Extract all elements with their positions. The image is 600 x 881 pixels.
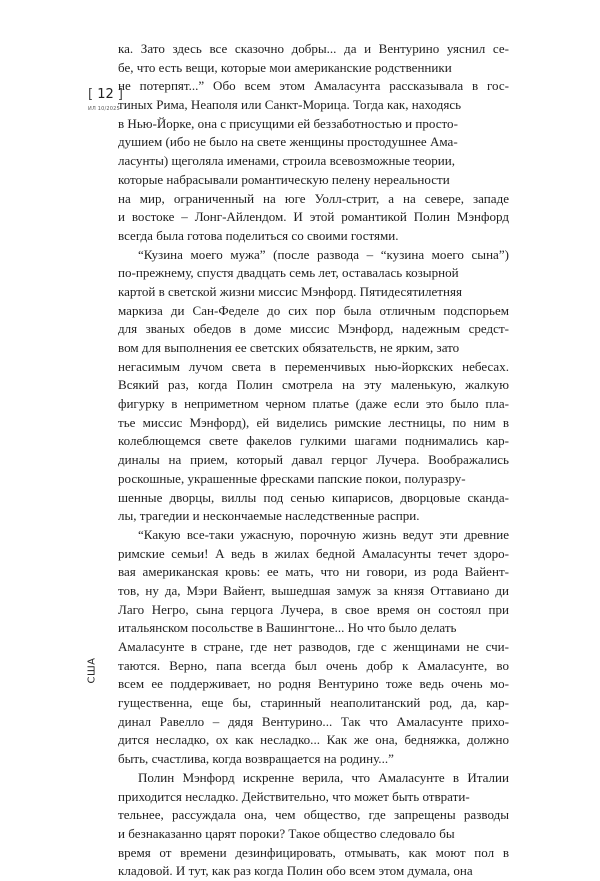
text-line: гущественна, еще бы, старинный неаполитанский род, да, кар- <box>118 695 509 711</box>
text-line: которые набрасывали романтическую пелену нереальности <box>118 171 450 187</box>
text-line: лы, трагедии и нескончаемые наследственные распри. <box>118 508 420 524</box>
text-line: не потерпят...” Обо всем этом Амаласунта рассказывала в гос- <box>118 78 509 94</box>
text-line: вая американская кровь: ее мать, что ни говори, из рода Вайент- <box>118 564 509 580</box>
text-line: всем ее поддерживает, но родня Вентурино тоже ведь очень мо- <box>118 676 509 692</box>
text-line: диналы на прием, который давал герцог Лучера. Воображались <box>118 452 509 468</box>
text-line: тельнее, рассуждала она, чем общество, где запрещены разводы <box>118 807 509 823</box>
text-line: бе, что есть вещи, которые мои американские родственники <box>118 59 452 75</box>
text-line: Всякий раз, когда Полин смотрела на эту маленькую, жалкую <box>118 377 509 393</box>
text-line: всегда была готова поделиться со своими гостями. <box>118 227 399 243</box>
section-label-text: США <box>86 656 98 684</box>
text-line: тов, ну да, Мэри Вайент, вышедшая замуж за князя Оттавиано ди <box>118 582 509 598</box>
text-line: душием (ибо не было на свете женщины простодушнее Ама- <box>118 134 458 150</box>
text-line: и востоке – Лонг-Айлендом. И этой романтикой Полин Мэнфорд <box>118 209 509 225</box>
text-line: для званых обедов в доме миссис Мэнфорд, надежным средст- <box>118 321 509 337</box>
text-line: тиных Рима, Неаполя или Санкт-Морица. Тогда как, находясь <box>118 97 462 113</box>
text-line: дится несладко, ох как несладко... Как же она, бедняжка, должно <box>118 732 509 748</box>
text-line: роскошные, украшенные фресками папские покои, полуразру- <box>118 470 466 486</box>
text-line: ка. Зато здесь все сказочно добры... да и Вентурино уяснил се- <box>118 41 509 56</box>
text-line: по-прежнему, спустя двадцать семь лет, оставалась козырной <box>118 265 459 281</box>
text-line: на мир, ограниченный на юге Уолл-стрит, а на севере, западе <box>118 190 509 206</box>
page-number-value: 12 <box>97 87 114 102</box>
text-line: приходится несладко. Действительно, что может быть отврати- <box>118 788 470 804</box>
section-label <box>80 650 104 690</box>
article-text <box>118 40 510 879</box>
text-line: тье миссис Мэнфорд), ей виделись римские лестницы, по ним в <box>118 414 509 430</box>
text-line: и безнаказанно царят пороки? Такое общество следовало бы <box>118 825 455 841</box>
text-line: итальянском посольстве в Вашингтоне... Но что было делать <box>118 620 457 636</box>
text-line: время от времени дезинфицировать, отмывать, как моют пол в <box>118 844 509 860</box>
text-line: негасимым лучом света в переменчивых нью-йоркских небесах. <box>118 358 509 374</box>
text-line: вом для выполнения ее светских обязательств, не ярким, зато <box>118 340 460 355</box>
text-line: маркиза ди Сан-Феделе до сих пор была отличным подспорьем <box>118 302 509 318</box>
text-line: Лаго Негро, сына герцога Лучера, в свое время он состоял при <box>118 601 509 617</box>
text-line: динал Равелло – дядя Вентурино... Так что Амаласунте прихо- <box>118 713 509 729</box>
text-line: римские семьи! А ведь в жилах бедной Амаласунты течет здоро- <box>118 545 509 561</box>
text-line: картой в светской жизни миссис Мэнфорд. Пятидесятилетняя <box>118 283 462 299</box>
text-line: Полин Мэнфорд искренне верила, что Амаласунте в Италии <box>138 769 509 785</box>
text-line: ласунты) щеголяла именами, строила всевозможные теории, <box>118 153 456 169</box>
text-line: Амаласунте в стране, где нет разводов, где с женщинами не счи- <box>118 639 509 654</box>
text-line: шенные дворцы, виллы под сенью кипарисов, дворцовые сканда- <box>118 489 509 505</box>
journal-issue: ИЛ 10/2025 <box>88 106 120 112</box>
bracket-left: [ <box>88 87 98 102</box>
text-line: таются. Верно, папа всегда был очень добр к Амаласунте, во <box>118 657 509 673</box>
bracket-right: ] <box>113 87 123 102</box>
text-line: “Какую все-таки ужасную, порочную жизнь ведут эти древние <box>138 526 509 542</box>
text-line: фигурку в неприметном черном платье (даже если это было пла- <box>118 396 509 412</box>
text-line: “Кузина моего мужа” (после развода – “кузина моего сына”) <box>138 246 509 262</box>
text-line: кладовой. И тут, как раз когда Полин обо всем этом думала, она <box>118 863 473 879</box>
text-line: быть, счастлива, когда возвращается на родину...” <box>118 751 394 767</box>
text-line: колеблющемся свете факелов гулкими шагами поднимались кар- <box>118 433 509 449</box>
text-line: в Нью-Йорке, она с присущими ей беззаботностью и просто- <box>118 115 458 131</box>
